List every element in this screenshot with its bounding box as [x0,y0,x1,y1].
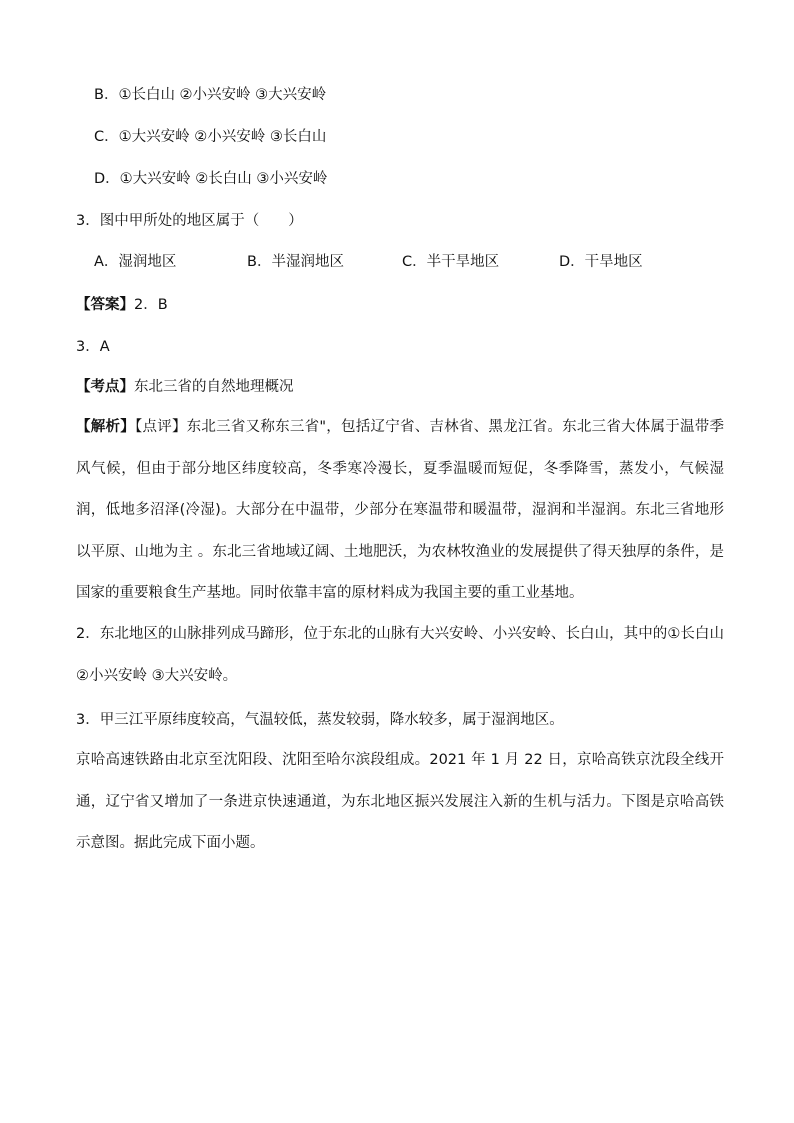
option-c: C．半干旱地区 [402,254,500,270]
intro-paragraph: 京哈高速铁路由北京至沈阳段、沈阳至哈尔滨段组成。2021 年 1 月 22 日，京哈高铁京沈段全线开通，辽宁省又增加了一条进京快速通道，为东北地区振兴发展注入新的生机与活力。下图是京哈高铁示意图。据此完成下面小题。 [76,752,724,851]
option-b: B．①长白山 ②小兴安岭 ③大兴安岭 [94,87,327,103]
answer-tag: 【答案】 [76,297,134,313]
option-d: D．干旱地区 [559,254,643,270]
answer-2: 2．B [134,297,168,313]
jiexi-text: 【点评】东北三省又称东三省"，包括辽宁省、吉林省、黑龙江省。东北三省大体属于温带季风气候，但由于部分地区纬度较高，冬季寒冷漫长，夏季温暖而短促，冬季降雪，蒸发小，气候湿润，低地多沼泽(冷湿)。大部分在中温带，少部分在寒温带和暖温带，湿润和半湿润。东北三省地形以平原、山地为主 。东北三省地域辽阔、土地肥沃，为农林牧渔业的发展提供了得天独厚的条件，是国家的重要粮食生产基地。同时依靠丰富的原材料成为我国主要的重工业基地。 [76,419,725,601]
answer-line-1 [76,295,168,315]
option-b: B．半湿润地区 [247,254,344,270]
option-a: A．湿润地区 [94,254,177,270]
kaodian-text: 东北三省的自然地理概况 [134,379,294,395]
kaodian-line [76,377,294,397]
question-3-stem: 3．图中甲所处的地区属于（ ） [76,213,303,229]
option-d: D．①大兴安岭 ②长白山 ③小兴安岭 [94,171,328,187]
answer-line-2: 3．A [76,339,110,355]
jiexi-tag: 【解析】 [76,419,135,435]
explanation-2: 2．东北地区的山脉排列成马蹄形，位于东北的山脉有大兴安岭、小兴安岭、长白山，其中的①长白山 ②小兴安岭 ③大兴安岭。 [76,626,724,684]
option-c: C．①大兴安岭 ②小兴安岭 ③长白山 [94,129,327,145]
jiexi-paragraph [76,407,724,615]
explanation-3: 3．甲三江平原纬度较高，气温较低，蒸发较弱，降水较多，属于湿润地区。 [76,712,564,728]
kaodian-tag: 【考点】 [76,379,134,395]
